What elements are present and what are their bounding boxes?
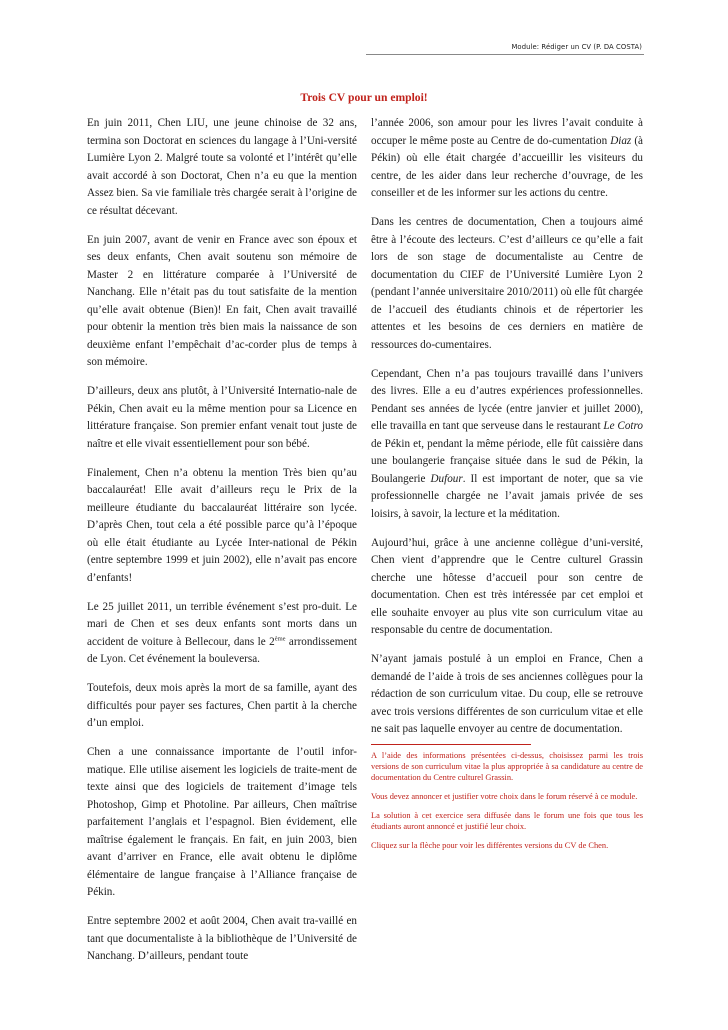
- text-run: . Il est important de noter, que sa vie professionnelle chargée ne l’avait jamais privée de ses loisirs, à savoir, la lecture et la méditation.: [371, 472, 643, 520]
- paragraph: En juin 2007, avant de venir en France avec son époux et ses deux enfants, Chen avait soutenu son mémoire de Master 2 en littérature comparée à l’Université de Nanchang. Elle n’était pas du tout satisfaite de la mention qu’elle avait obtenue (Bien)! En fait, Chen avait travaillé pour obtenir la mention très bien mais la naissance de son deuxième enfant l’empêchait d’ac-corder plus de temps à son mémoire.: [87, 233, 357, 368]
- paragraph: [87, 599, 357, 669]
- italic-text: Diaz: [610, 134, 632, 147]
- paragraph: Finalement, Chen n’a obtenu la mention Très bien qu’au baccalauréat! Elle avait d’ailleurs reçu le Prix de la meilleure étudiante du baccalauréat littéraire son lycée. D’après Chen, tout cela a été possible parce qu’à l’époque où elle était étudiante au Lycée Inter-national de Pékin (entre septembre 1999 et juin 2002), elle n’avait pas encore d’enfants!: [87, 466, 357, 584]
- instruction-text: Vous devez annoncer et justifier votre choix dans le forum réservé à ce module.: [371, 792, 638, 802]
- paragraph: N’ayant jamais postulé à un emploi en France, Chen a demandé de l’aide à trois de ses anciennes collègues pour la rédaction de son curriculum vitae. Du coup, elle se retrouve avec trois versions différentes de son curriculum vitae et elle ne sait pas laquelle envoyer au centre de documentation.: [371, 653, 643, 735]
- right-column: [371, 115, 643, 858]
- text-run: arrondissement de Lyon. Cet événement la bouleversa.: [87, 635, 357, 665]
- paragraph: Entre septembre 2002 et août 2004, Chen avait tra-vaillé en tant que documentaliste à la bibliothèque de l’Université de Nanchang. D’ailleurs, pendant toute: [87, 915, 357, 962]
- italic-text: Dufour: [430, 472, 463, 485]
- text-run: Cependant, Chen n’a pas toujours travaillé dans l’univers des livres. Elle a eu d’autres expériences professionnelles. Pendant ses années de lycée (entre janvier et juillet 2000), elle travailla en tant que serveuse dans le restaurant: [371, 367, 643, 432]
- text-run: l’année 2006, son amour pour les livres l’avait conduite à occuper le même poste au Centre de do-cumentation: [371, 117, 643, 147]
- instruction-text: A l’aide des informations présentées ci-dessus, choisissez parmi les trois versions de son curriculum vitae la plus appropriée à sa candidature au centre de documentation du Centre culturel Grassin.: [371, 751, 643, 783]
- superscript: ème: [274, 634, 286, 642]
- text-run: (à Pékin) où elle était chargée d’accueillir les visiteurs du centre, de les aider dans leur recherche d’ouvrage, de les conseiller et de les informer sur les actions du centre.: [371, 134, 643, 199]
- paragraph: Toutefois, deux mois après la mort de sa famille, ayant des difficultés pour payer ses factures, Chen partit à la cherche d’un emploi.: [87, 682, 357, 729]
- paragraph: [371, 115, 643, 203]
- paragraph: Aujourd’hui, grâce à une ancienne collègue d’uni-versité, Chen vient d’apprendre que le Centre culturel Grassin cherche une hôtesse d’accueil pour son centre de documentation. Chen est très intéressée par cet emploi et elle souhaite envoyer au plus vite son curriculum vitae au responsable du centre de documentation.: [371, 536, 643, 636]
- module-header: Module: Rédiger un CV (P. DA COSTA): [511, 43, 642, 51]
- paragraph: En juin 2011, Chen LIU, une jeune chinoise de 32 ans, termina son Doctorat en sciences du langage à l’Uni-versité Lumière Lyon 2. Malgré toute sa volonté et l’intérêt qu’elle avait accordé à son Doctorat, Chen n’a eu que la mention Assez bien. Sa vie familiale très chargée serait à l’origine de ce résultat décevant.: [87, 117, 357, 217]
- page-title: Trois CV pour un emploi!: [300, 91, 428, 104]
- instruction-text: La solution à cet exercice sera diffusée dans le forum une fois que tous les étudiants auront annoncé et justifié leur choix.: [371, 810, 643, 832]
- paragraph: D’ailleurs, deux ans plutôt, à l’Université Internatio-nale de Pékin, Chen avait eu la même mention pour sa Licence en littérature française. Son premier enfant venait tout juste de naître et elle vivait essentiellement pour son bébé.: [87, 385, 357, 450]
- text-run: de Pékin et, pendant la même période, elle fût caissière dans une boulangerie française située dans le sud de Pékin, la Boulangerie: [371, 437, 643, 485]
- instruction-link[interactable]: Cliquez sur la flèche pour voir les différentes versions du CV de Chen.: [371, 840, 609, 850]
- italic-text: Le Cotro: [603, 420, 644, 432]
- paragraph: Chen a une connaissance importante de l’outil infor-matique. Elle utilise aisement les logiciels de traite-ment de texte ainsi que des logiciels de traitement d’image tels Photoshop, Gimp et Photoline. Par ailleurs, Chen maîtrise parfaitement l’anglais et l’espagnol. Bien évidement, elle maîtrise également le français. En fait, en juin 2003, bien avant d’arriver en France, elle avait obtenu le diplôme élémentaire de langue française à l’Alliance française de Pékin.: [87, 746, 357, 898]
- instructions-divider: [371, 744, 531, 745]
- paragraph: Dans les centres de documentation, Chen a toujours aimé être à l’écoute des lecteurs. C’est d’ailleurs ce qu’elle a fait lors de son stage de documentaliste au Centre de documentation du CIEF de l’Université Lumière Lyon 2 (pendant l’année universitaire 2010/2011) où elle fût chargée de l’accueil des étudiants chinois et de répertorier les attentes et les besoins de ces derniers en matière de ressources do-cumentaires.: [371, 216, 643, 351]
- paragraph: [371, 366, 643, 524]
- text-run: Le 25 juillet 2011, un terrible événement s’est pro-duit. Le mari de Chen et ses deux enfants sont morts dans un accident de voiture à Bellecour, dans le 2: [87, 600, 357, 648]
- header-divider: [366, 54, 644, 55]
- left-column: [87, 115, 357, 977]
